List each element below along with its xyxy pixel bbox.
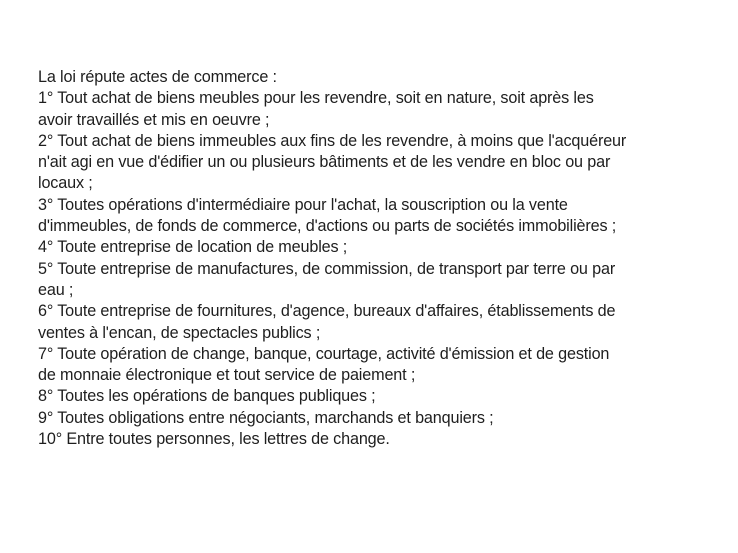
text-line: 4° Toute entreprise de location de meubles ; <box>38 238 348 257</box>
text-block <box>38 67 718 450</box>
text-line: locaux ; <box>38 174 93 193</box>
text-line: ventes à l'encan, de spectacles publics ; <box>38 323 321 342</box>
text-line: 8° Toutes les opérations de banques publiques ; <box>38 387 376 406</box>
text-line: eau ; <box>38 280 74 299</box>
text-line: n'ait agi en vue d'édifier un ou plusieurs bâtiments et de les vendre en bloc ou par <box>38 153 611 172</box>
text-line: 5° Toute entreprise de manufactures, de commission, de transport par terre ou par <box>38 259 616 278</box>
text-line: 3° Toutes opérations d'intermédiaire pour l'achat, la souscription ou la vente <box>38 195 568 214</box>
text-line: 6° Toute entreprise de fournitures, d'agence, bureaux d'affaires, établissements de <box>38 302 616 321</box>
text-line: 7° Toute opération de change, banque, courtage, activité d'émission et de gestion <box>38 344 610 363</box>
text-line: avoir travaillés et mis en oeuvre ; <box>38 110 270 129</box>
text-line: d'immeubles, de fonds de commerce, d'actions ou parts de sociétés immobilières ; <box>38 217 617 236</box>
text-line: 9° Toutes obligations entre négociants, marchands et banquiers ; <box>38 408 494 427</box>
text-line-intro: La loi répute actes de commerce : <box>38 68 277 86</box>
text-line: de monnaie électronique et tout service de paiement ; <box>38 366 416 385</box>
text-line: 2° Tout achat de biens immeubles aux fins de les revendre, à moins que l'acquéreur <box>38 131 627 150</box>
text-line: 10° Entre toutes personnes, les lettres de change. <box>38 430 390 449</box>
text-line: 1° Tout achat de biens meubles pour les revendre, soit en nature, soit après les <box>38 89 594 108</box>
